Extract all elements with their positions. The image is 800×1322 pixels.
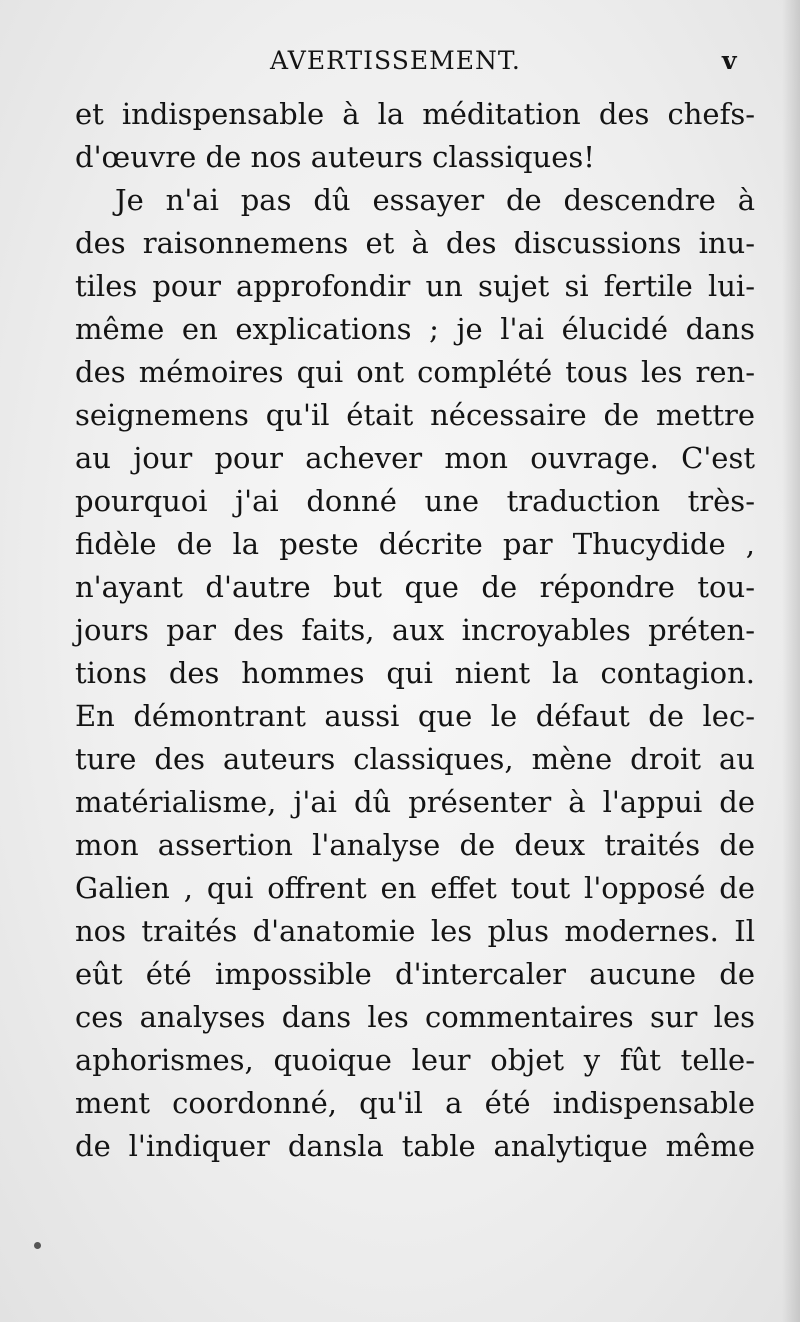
running-head: AVERTISSEMENT. — [270, 46, 521, 75]
text-line: tions des hommes qui nient la contagion. — [75, 656, 755, 690]
text-line: des mémoires qui ont complété tous les ren- — [75, 355, 755, 389]
ink-speck — [34, 1242, 41, 1249]
text-line: n'ayant d'autre but que de répondre tou- — [75, 570, 755, 604]
text-line: jours par des faits, aux incroyables préten- — [75, 613, 755, 647]
page-edge-shadow — [782, 0, 800, 1322]
text-line: mon assertion l'analyse de deux traités de — [75, 828, 755, 862]
text-line: d'œuvre de nos auteurs classiques! — [75, 140, 595, 174]
text-line: des raisonnemens et à des discussions inu- — [75, 226, 755, 260]
text-line: ture des auteurs classiques, mène droit au — [75, 742, 755, 776]
page-number: v — [722, 46, 737, 75]
text-line: fidèle de la peste décrite par Thucydide , — [75, 527, 755, 561]
text-line: pourquoi j'ai donné une traduction très- — [75, 484, 755, 518]
text-line: et indispensable à la méditation des chefs- — [75, 97, 755, 131]
text-line: aphorismes, quoique leur objet y fût telle- — [75, 1043, 755, 1077]
page-header — [0, 46, 800, 86]
text-line: au jour pour achever mon ouvrage. C'est — [75, 441, 755, 475]
text-line: seignemens qu'il était nécessaire de mettre — [75, 398, 755, 432]
body-text — [75, 93, 755, 1168]
text-line: ment coordonné, qu'il a été indispensable — [75, 1086, 755, 1120]
text-line: nos traités d'anatomie les plus modernes. Il — [75, 914, 755, 948]
text-line: matérialisme, j'ai dû présenter à l'appui de — [75, 785, 755, 819]
text-line: En démontrant aussi que le défaut de lec- — [75, 699, 755, 733]
text-line: même en explications ; je l'ai élucidé dans — [75, 312, 755, 346]
paragraph-first-line: Je n'ai pas dû essayer de descendre à — [115, 183, 755, 217]
text-line: tiles pour approfondir un sujet si fertile lui- — [75, 269, 755, 303]
text-line: de l'indiquer dansla table analytique même — [75, 1129, 755, 1163]
text-line: eût été impossible d'intercaler aucune de — [75, 957, 755, 991]
text-line: Galien , qui offrent en effet tout l'opposé de — [75, 871, 755, 905]
text-line: ces analyses dans les commentaires sur les — [75, 1000, 755, 1034]
